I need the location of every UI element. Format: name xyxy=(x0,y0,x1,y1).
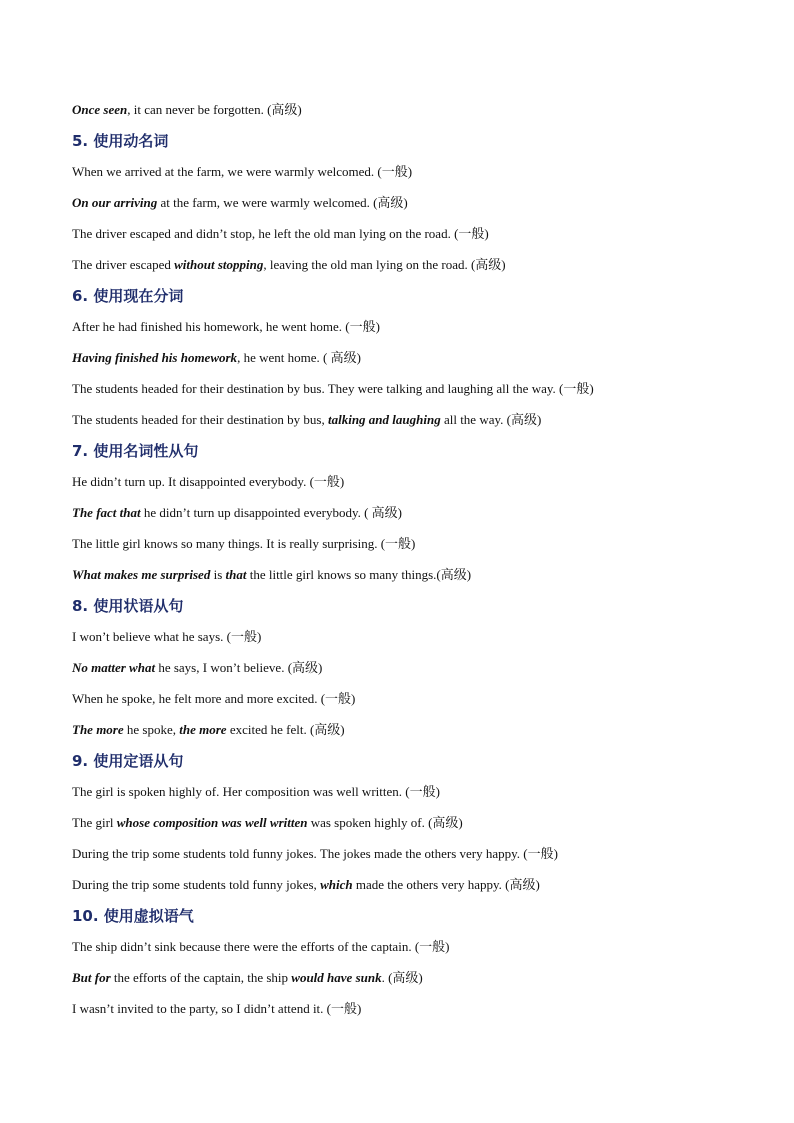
example-sentence xyxy=(72,874,752,896)
sentence-text: the efforts of the captain, the ship xyxy=(110,970,292,985)
sentence-text: The ship didn’t sink because there were the efforts of the captain. (一般) xyxy=(72,939,450,954)
example-sentence xyxy=(72,998,752,1020)
example-sentence xyxy=(72,502,752,524)
sentence-text: . (高级) xyxy=(381,970,423,985)
sentence-text: , he went home. ( 高级) xyxy=(237,350,361,365)
sentence-text: the little girl knows so many things.(高级) xyxy=(246,567,472,582)
example-sentence xyxy=(72,719,752,741)
sentence-text: he didn’t turn up disappointed everybody. ( 高级) xyxy=(140,505,403,520)
example-sentence xyxy=(72,781,752,803)
section-heading: 8. 使用状语从句 xyxy=(72,597,184,615)
emphasized-phrase: Once seen xyxy=(72,102,128,117)
sentence-text: After he had finished his homework, he went home. (一般) xyxy=(72,319,380,334)
example-sentence xyxy=(72,564,752,586)
example-sentence xyxy=(72,533,752,555)
example-sentence xyxy=(72,378,752,400)
sentence-text: The driver escaped and didn’t stop, he left the old man lying on the road. (一般) xyxy=(72,226,489,241)
sentence-text: made the others very happy. (高级) xyxy=(352,877,540,892)
emphasized-phrase: talking and laughing xyxy=(327,412,441,427)
emphasized-phrase: the more xyxy=(179,722,227,737)
sentence-text: When he spoke, he felt more and more excited. (一般) xyxy=(72,691,356,706)
emphasized-phrase: No matter what xyxy=(72,660,156,675)
section-heading: 9. 使用定语从句 xyxy=(72,752,184,770)
example-sentence xyxy=(72,409,752,431)
example-sentence xyxy=(72,843,752,865)
emphasized-phrase: whose composition was well written xyxy=(116,815,308,830)
section-heading: 5. 使用动名词 xyxy=(72,132,169,150)
section-heading: 6. 使用现在分词 xyxy=(72,287,184,305)
example-sentence xyxy=(72,316,752,338)
sentence-text: all the way. (高级) xyxy=(440,412,542,427)
example-sentence xyxy=(72,161,752,183)
example-sentence xyxy=(72,471,752,493)
sentence-text: During the trip some students told funny jokes. The jokes made the others very happy. (一般) xyxy=(72,846,558,861)
example-sentence xyxy=(72,347,752,369)
emphasized-phrase: On our arriving xyxy=(72,195,158,210)
sentence-text: is xyxy=(210,567,226,582)
emphasized-phrase: But for xyxy=(72,970,111,985)
section-heading: 10. 使用虚拟语气 xyxy=(72,907,194,925)
emphasized-phrase: which xyxy=(320,877,353,892)
sentence-text: I won’t believe what he says. (一般) xyxy=(72,629,262,644)
sentence-text: , it can never be forgotten. (高级) xyxy=(127,102,302,117)
example-sentence xyxy=(72,99,752,121)
emphasized-phrase: without stopping xyxy=(174,257,264,272)
sentence-text: During the trip some students told funny jokes, xyxy=(72,877,321,892)
sentence-text: He didn’t turn up. It disappointed everybody. (一般) xyxy=(72,474,345,489)
example-sentence xyxy=(72,688,752,710)
sentence-text: was spoken highly of. (高级) xyxy=(307,815,463,830)
example-sentence xyxy=(72,967,752,989)
emphasized-phrase: What makes me surprised xyxy=(72,567,211,582)
example-sentence xyxy=(72,936,752,958)
emphasized-phrase: would have sunk xyxy=(291,970,382,985)
example-sentence xyxy=(72,254,752,276)
sentence-text: at the farm, we were warmly welcomed. (高级) xyxy=(157,195,408,210)
sentence-text: he spoke, xyxy=(123,722,180,737)
sentence-text: he says, I won’t believe. (高级) xyxy=(155,660,323,675)
sentence-text: The girl xyxy=(72,815,117,830)
sentence-text: I wasn’t invited to the party, so I didn’t attend it. (一般) xyxy=(72,1001,362,1016)
section-heading: 7. 使用名词性从句 xyxy=(72,442,199,460)
emphasized-phrase: Having finished his homework xyxy=(72,350,238,365)
sentence-text: When we arrived at the farm, we were warmly welcomed. (一般) xyxy=(72,164,413,179)
emphasized-phrase: The fact that xyxy=(72,505,141,520)
sentence-text: excited he felt. (高级) xyxy=(226,722,345,737)
sentence-text: The girl is spoken highly of. Her composition was well written. (一般) xyxy=(72,784,440,799)
example-sentence xyxy=(72,626,752,648)
sentence-text: , leaving the old man lying on the road. (高级) xyxy=(263,257,506,272)
emphasized-phrase: that xyxy=(225,567,247,582)
example-sentence xyxy=(72,223,752,245)
sentence-text: The driver escaped xyxy=(72,257,175,272)
emphasized-phrase: The more xyxy=(72,722,124,737)
document-page xyxy=(72,99,752,1029)
example-sentence xyxy=(72,812,752,834)
sentence-text: The students headed for their destination by bus. They were talking and laughing all the way. (一般) xyxy=(72,381,594,396)
sentence-text: The little girl knows so many things. It is really surprising. (一般) xyxy=(72,536,416,551)
sentence-text: The students headed for their destination by bus, xyxy=(72,412,328,427)
example-sentence xyxy=(72,192,752,214)
example-sentence xyxy=(72,657,752,679)
